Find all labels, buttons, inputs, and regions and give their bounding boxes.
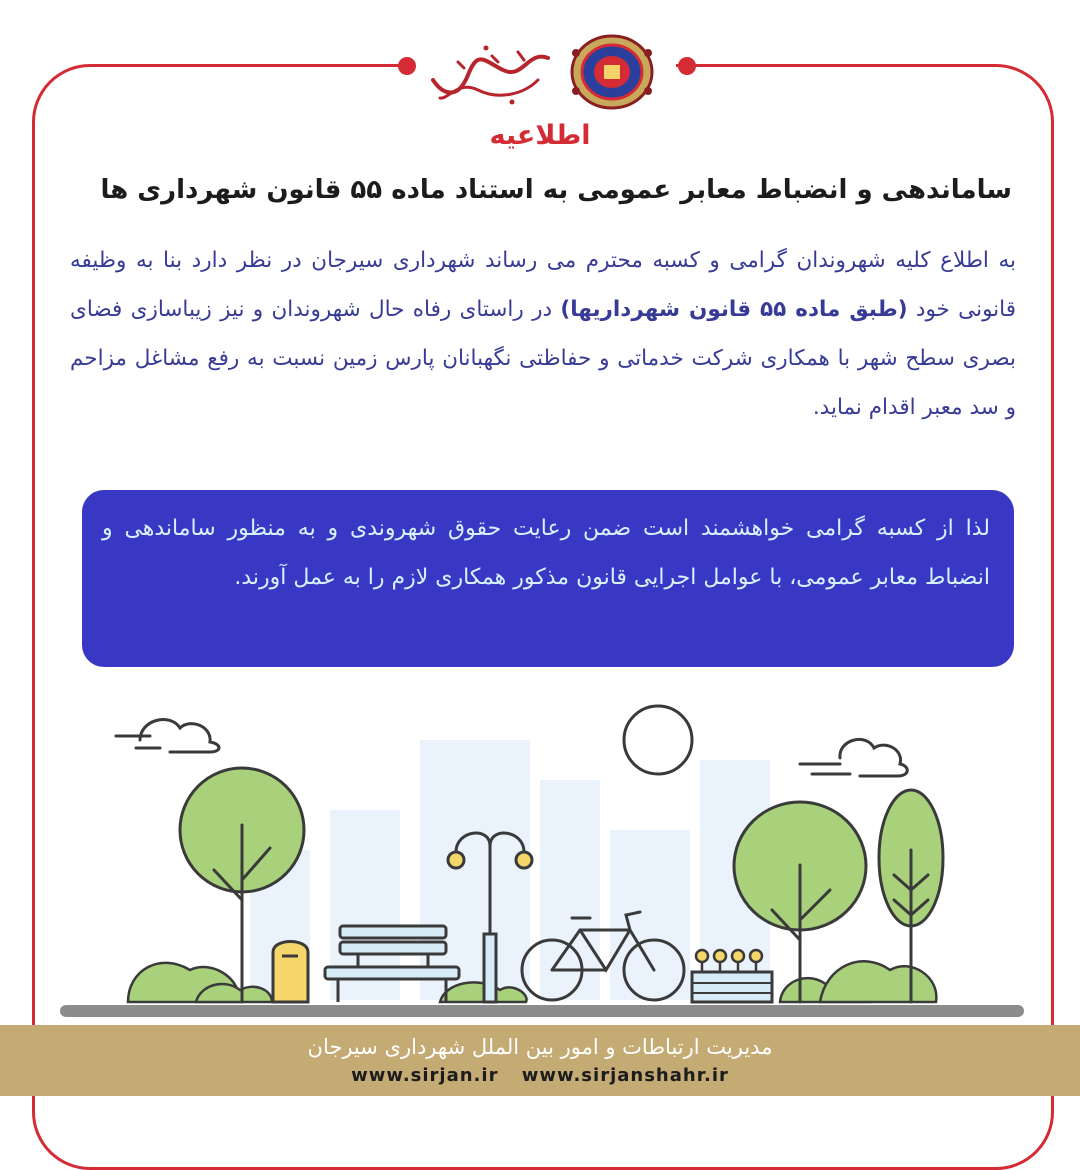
sun-icon xyxy=(624,706,692,774)
cloud-right-icon xyxy=(800,739,907,776)
callout-box xyxy=(82,490,1014,667)
footer-title: مدیریت ارتباطات و امور بین الملل شهرداری سیرجان xyxy=(307,1035,773,1059)
footer-links xyxy=(0,1065,1080,1086)
notice-title: اطلاعیه xyxy=(489,120,591,151)
flower-planter-icon xyxy=(692,950,772,1002)
cloud-left-icon xyxy=(116,719,219,752)
bushes xyxy=(128,961,936,1002)
frame-dot-right xyxy=(678,57,696,75)
ground-line xyxy=(60,1005,1024,1017)
municipality-script-logo xyxy=(428,40,558,110)
notice-body xyxy=(70,236,1016,432)
website-link-sirjan[interactable]: www.sirjan.ir xyxy=(351,1065,499,1086)
park-illustration xyxy=(0,690,1080,1030)
body-text-bold: (طبق ماده ۵۵ قانون شهرداریها) xyxy=(560,297,908,322)
trash-bin-icon xyxy=(273,942,308,1003)
website-link-sirjanshahr[interactable]: www.sirjanshahr.ir xyxy=(521,1065,729,1086)
frame-dot-left xyxy=(398,57,416,75)
body-text-part1: به اطلاع کلیه شهروندان گرامی و کسبه محترم می رساند شهرداری سیرجان در نظر دارد بنا به وظیفه قانونی خود xyxy=(70,248,1016,322)
municipality-emblem-icon xyxy=(566,33,658,111)
notice-headline: ساماندهی و انضباط معابر عمومی به استناد ماده ۵۵ قانون شهرداری ها xyxy=(100,175,1012,205)
body-text-part2: در راستای رفاه حال شهروندان و نیز زیباسازی فضای بصری سطح شهر با همکاری شرکت خدماتی و حفاظتی نگهبانان پارس زمین نسبت به رفع مشاغل مزاحم و سد معبر اقدام نماید. xyxy=(70,297,1016,420)
callout-text: لذا از کسبه گرامی خواهشمند است ضمن رعایت حقوق شهروندی و به منظور ساماندهی و انضباط معابر عمومی، با عوامل اجرایی قانون مذکور همکاری لازم را به عمل آورند. xyxy=(102,516,990,590)
footer xyxy=(0,1025,1080,1096)
city-skyline xyxy=(250,740,770,1000)
